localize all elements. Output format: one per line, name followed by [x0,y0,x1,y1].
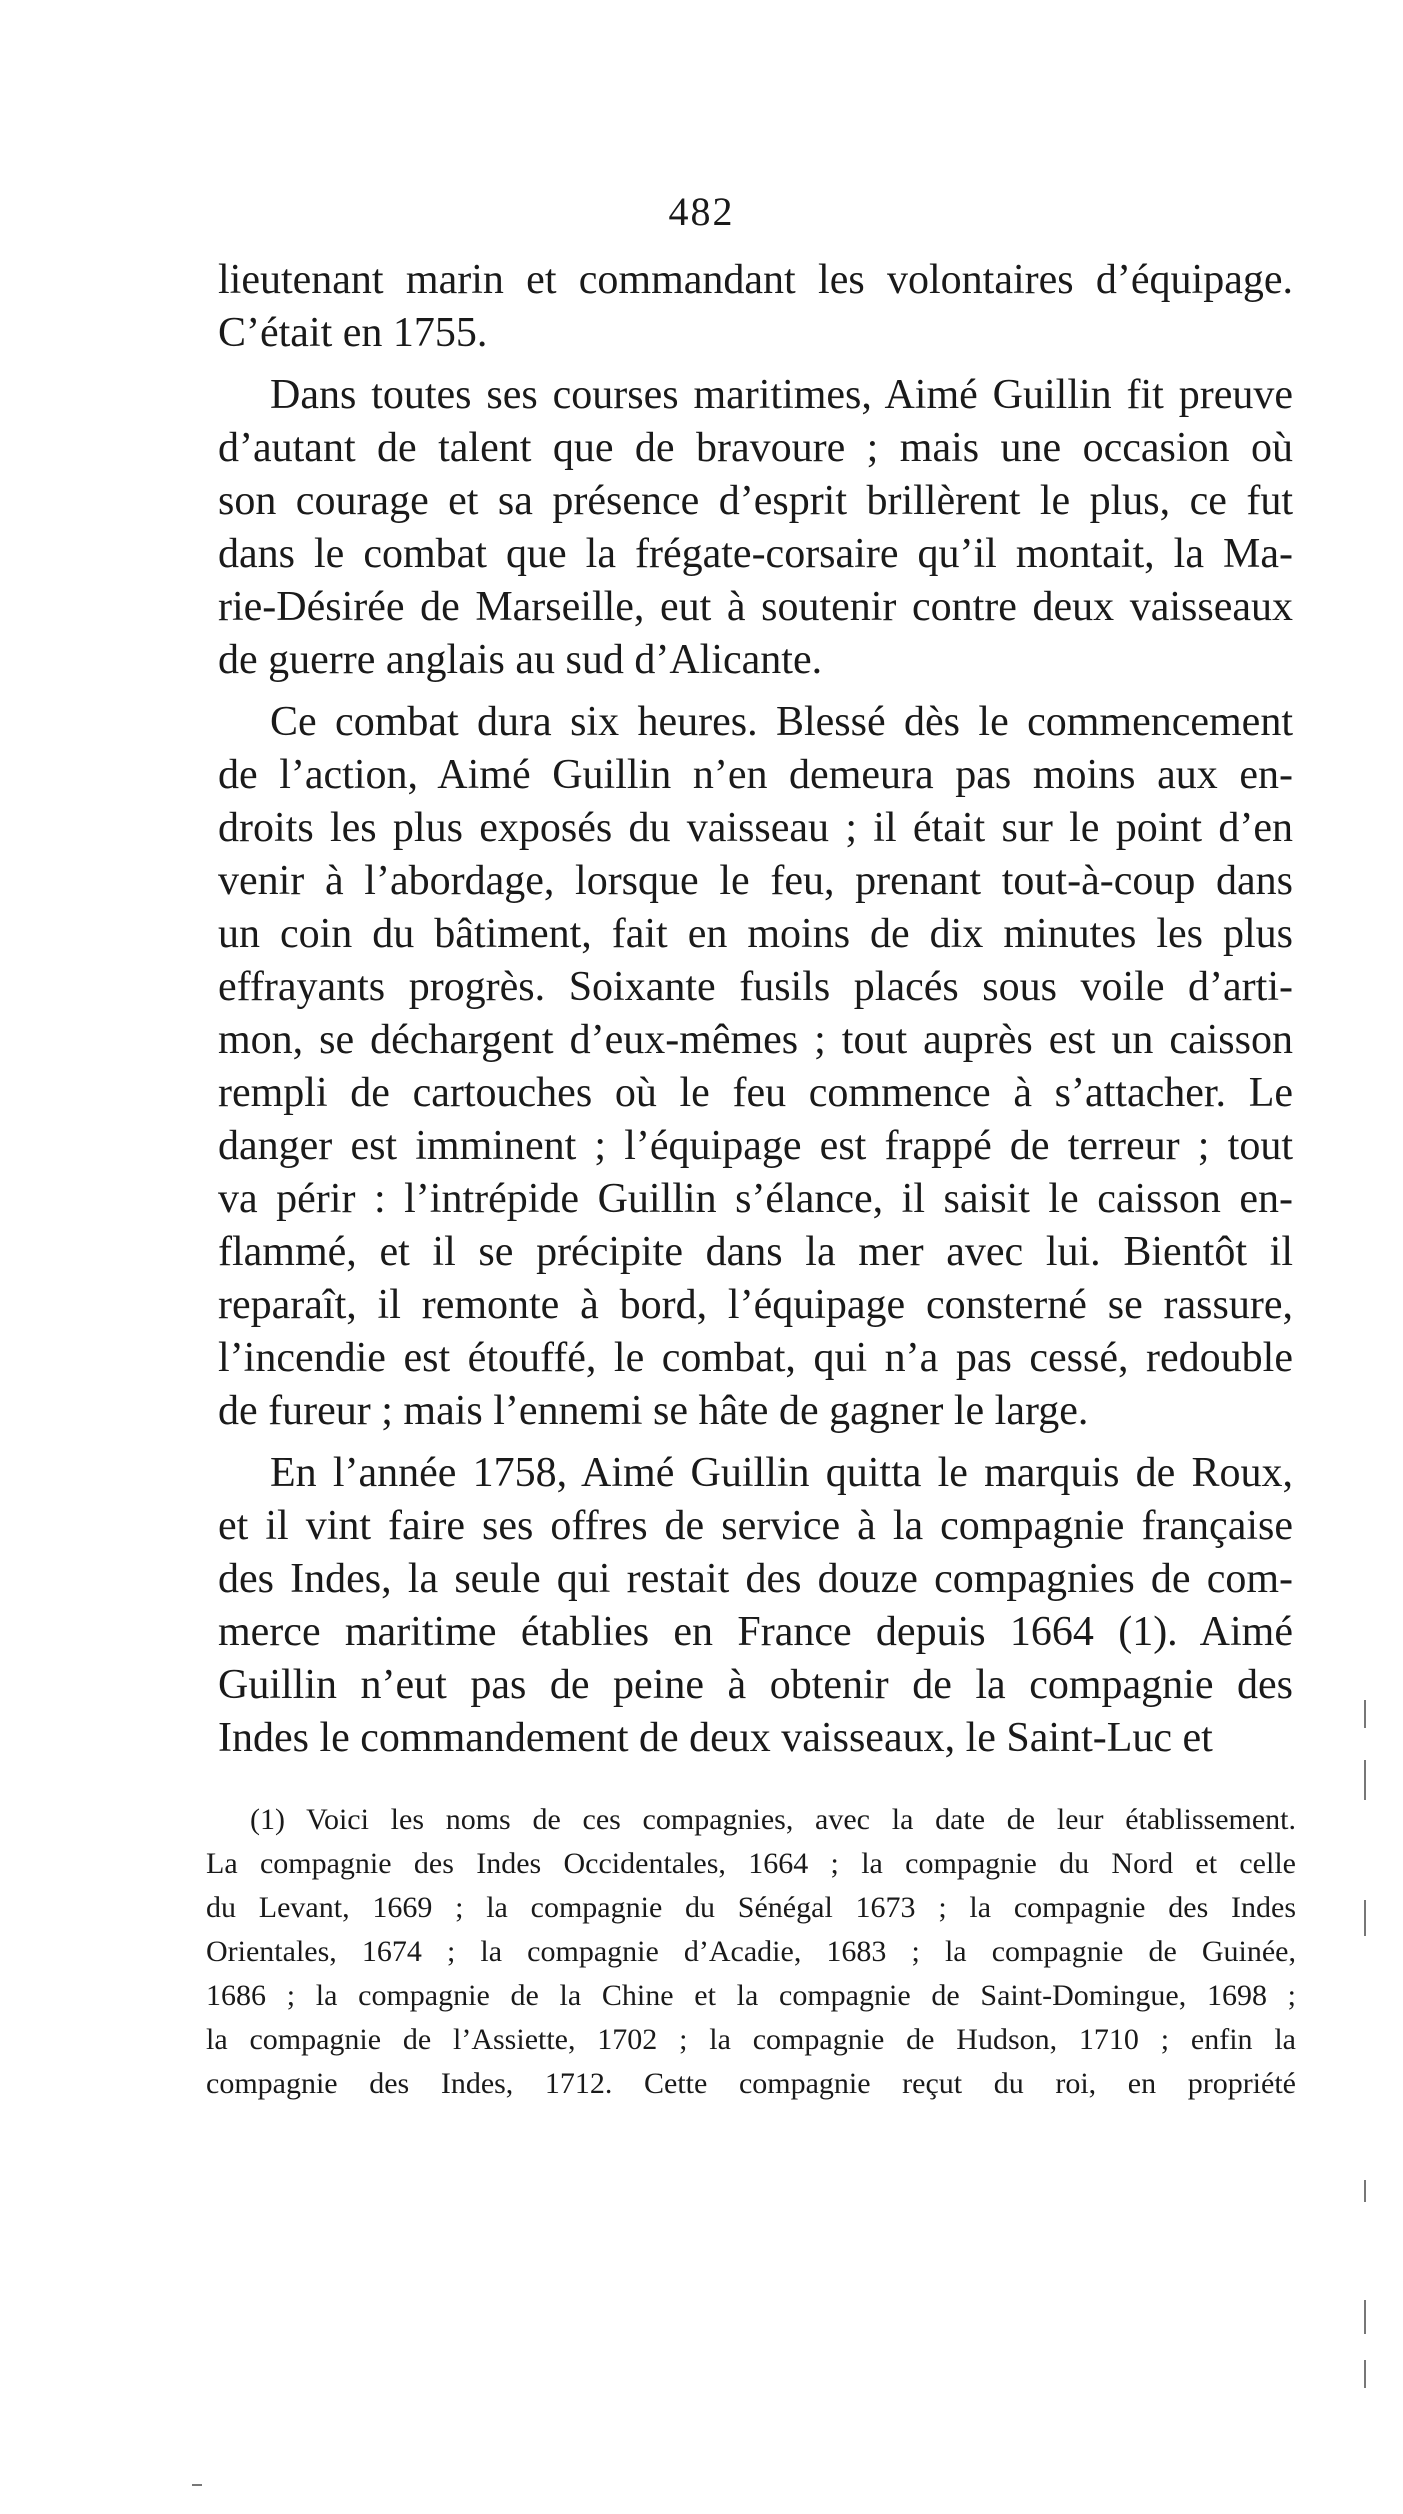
footnote-line: Orientales, 1674 ; la compagnie d’Acadie, 1683 ; la compagnie de Guinée, [206,1935,1296,1968]
text-line: va périr : l’intrépide Guillin s’élance, il saisit le caisson en- [218,1176,1293,1222]
text-line: de l’action, Aimé Guillin n’en demeura pas moins aux en- [218,752,1293,798]
text-line: de guerre anglais au sud d’Alicante. [218,637,823,683]
text-line: danger est imminent ; l’équipage est frappé de terreur ; tout [218,1123,1293,1169]
paragraph [218,369,1293,687]
paragraph [218,254,1293,360]
scan-speck [1364,1760,1366,1800]
scan-speck [1364,1900,1366,1936]
paragraph-gap [218,687,1293,696]
text-line: l’incendie est étouffé, le combat, qui n’a pas cessé, redouble [218,1335,1293,1381]
paragraph [218,696,1293,1438]
text-line: effrayants progrès. Soixante fusils placés sous voile d’arti- [218,964,1293,1010]
page-number: 482 [668,189,735,234]
footnote-line: (1) Voici les noms de ces compagnies, avec la date de leur établissement. [250,1803,1296,1836]
text-line: Dans toutes ses courses maritimes, Aimé Guillin fit preuve [270,372,1293,418]
text-line: Indes le commandement de deux vaisseaux, le Saint-Luc et [218,1715,1213,1761]
text-line: droits les plus exposés du vaisseau ; il était sur le point d’en [218,805,1293,851]
text-line: reparaît, il remonte à bord, l’équipage consterné se rassure, [218,1282,1293,1328]
footnote-line: La compagnie des Indes Occidentales, 1664 ; la compagnie du Nord et celle [206,1847,1296,1880]
text-line: rempli de cartouches où le feu commence à s’attacher. Le [218,1070,1293,1116]
footnote-line: la compagnie de l’Assiette, 1702 ; la compagnie de Hudson, 1710 ; enfin la [206,2023,1296,2056]
text-line: merce maritime établies en France depuis 1664 (1). Aimé [218,1609,1293,1655]
footnote-line: compagnie des Indes, 1712. Cette compagnie reçut du roi, en propriété [206,2067,1296,2100]
footnotes [206,1798,1296,2106]
text-line: d’autant de talent que de bravoure ; mais une occasion où [218,425,1293,471]
text-line: un coin du bâtiment, fait en moins de dix minutes les plus [218,911,1293,957]
text-line: venir à l’abordage, lorsque le feu, prenant tout-à-coup dans [218,858,1293,904]
text-line: flammé, et il se précipite dans la mer avec lui. Bientôt il [218,1229,1293,1275]
scan-speck [1364,2360,1366,2388]
paragraph-gap [218,1438,1293,1447]
text-line: mon, se déchargent d’eux-mêmes ; tout auprès est un caisson [218,1017,1293,1063]
paragraph [218,1447,1293,1765]
footnote-line: 1686 ; la compagnie de la Chine et la compagnie de Saint-Domingue, 1698 ; [206,1979,1296,2012]
text-line: En l’année 1758, Aimé Guillin quitta le marquis de Roux, [270,1450,1293,1496]
text-line: Ce combat dura six heures. Blessé dès le commencement [270,699,1293,745]
body-text [218,254,1293,1765]
text-line: de fureur ; mais l’ennemi se hâte de gagner le large. [218,1388,1089,1434]
footnote-line: du Levant, 1669 ; la compagnie du Sénégal 1673 ; la compagnie des Indes [206,1891,1296,1924]
text-line: et il vint faire ses offres de service à la compagnie française [218,1503,1293,1549]
text-line: C’était en 1755. [218,310,488,356]
text-line: son courage et sa présence d’esprit brillèrent le plus, ce fut [218,478,1293,524]
paragraph-gap [218,360,1293,369]
scan-speck [1364,1700,1366,1728]
text-line: des Indes, la seule qui restait des douze compagnies de com- [218,1556,1293,1602]
text-line: dans le combat que la frégate-corsaire qu’il montait, la Ma- [218,531,1293,577]
scan-speck [1364,2180,1366,2202]
text-line: rie-Désirée de Marseille, eut à soutenir contre deux vaisseaux [218,584,1293,630]
text-line: lieutenant marin et commandant les volontaires d’équipage. [218,257,1293,303]
scan-speck [192,2484,202,2486]
scan-speck [1364,2300,1366,2334]
text-line: Guillin n’eut pas de peine à obtenir de la compagnie des [218,1662,1293,1708]
